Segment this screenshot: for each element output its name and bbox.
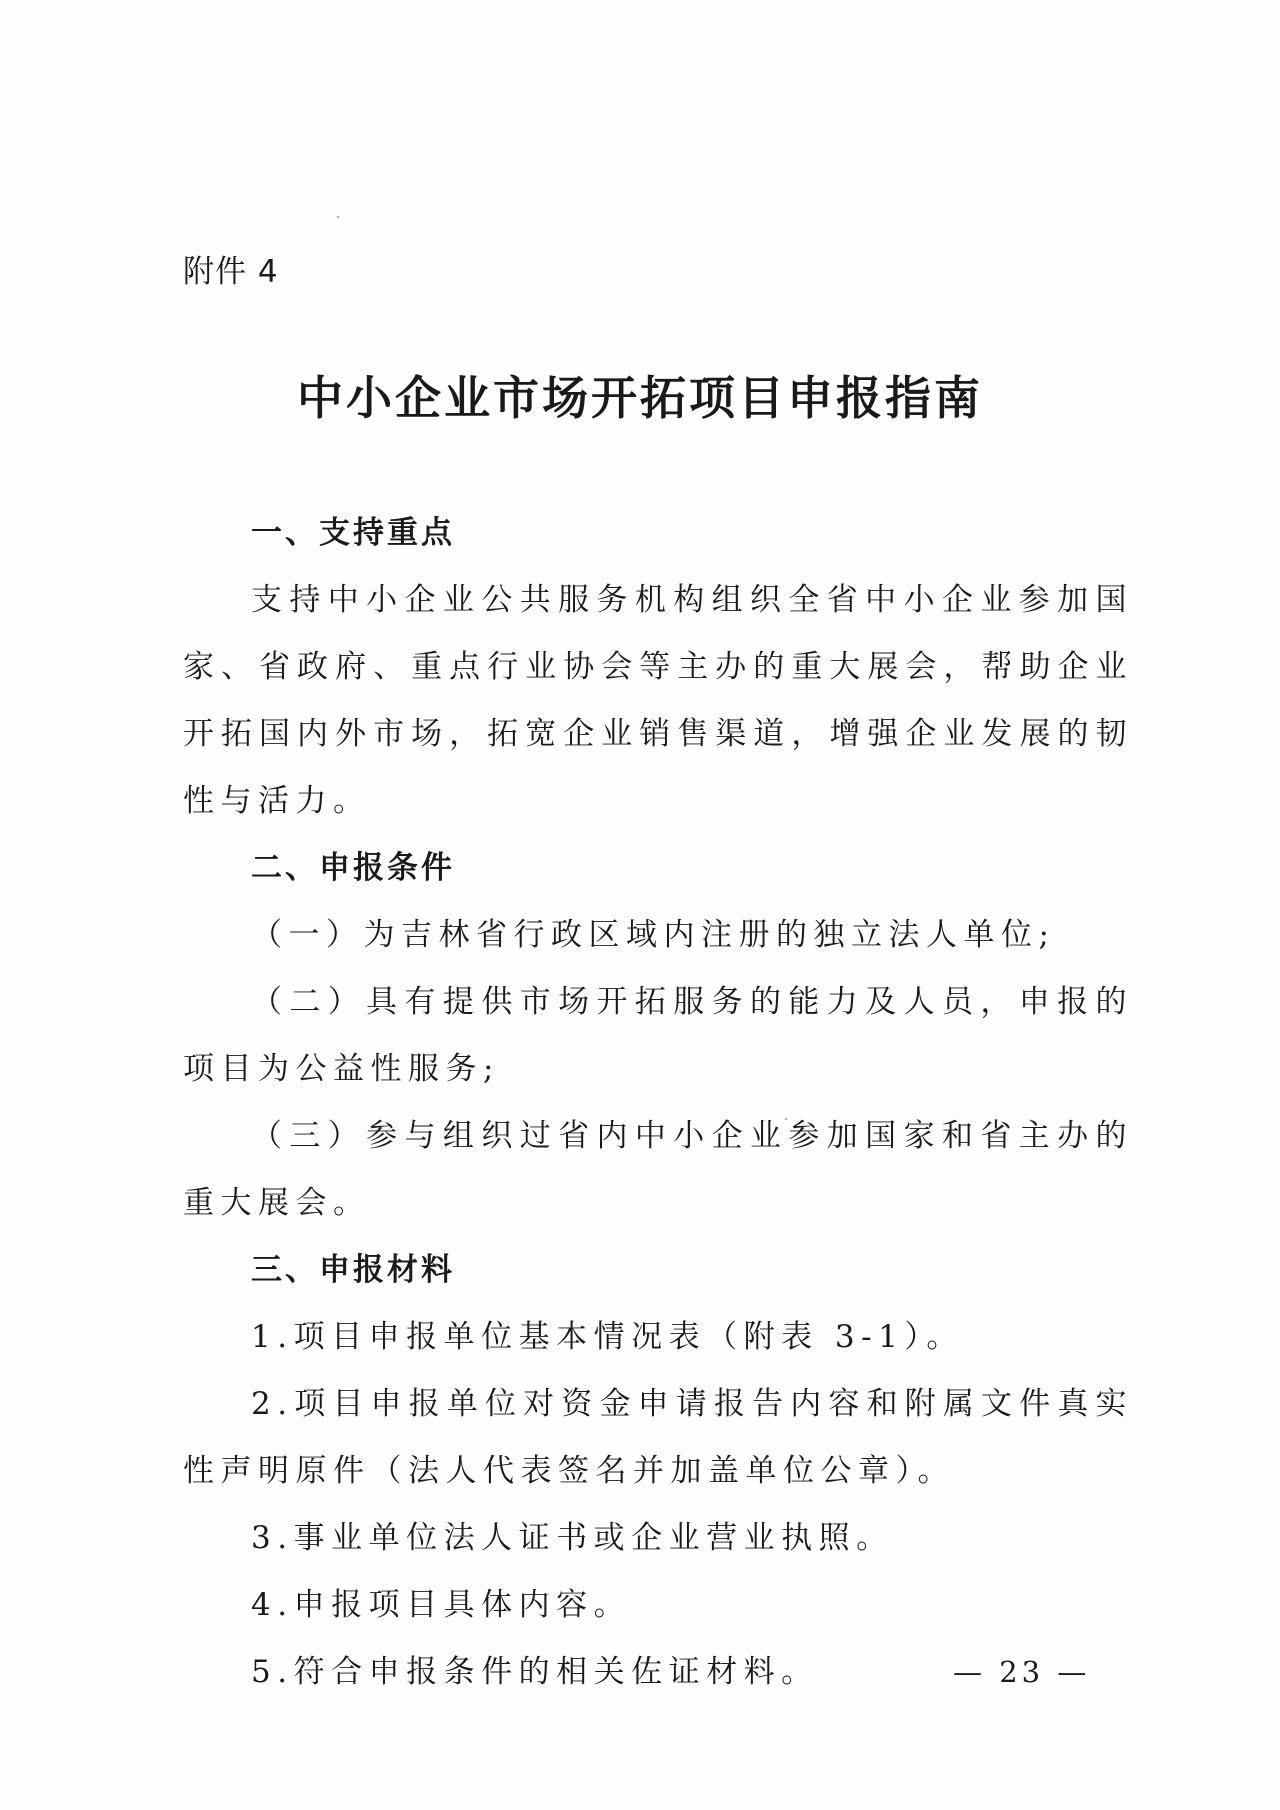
section-paragraph: 支持中小企业公共服务机构组织全省中小企业参加国家、省政府、重点行业协会等主办的重大展会，帮助企业开拓国内外市场，拓宽企业销售渠道，增强企业发展的韧性与活力。 bbox=[183, 582, 1133, 819]
section-heading-support-focus: 一、支持重点 bbox=[251, 515, 455, 551]
document-title: 中小企业市场开拓项目申报指南 bbox=[297, 371, 983, 425]
attachment-label: 附件 4 bbox=[183, 254, 279, 290]
scan-speck bbox=[337, 216, 339, 218]
section-paragraph: 1.项目申报单位基本情况表（附表 3-1）。 bbox=[251, 1319, 964, 1355]
section-paragraph: （二）具有提供市场开拓服务的能力及人员，申报的项目为公益性服务; bbox=[183, 984, 1133, 1087]
document-body bbox=[183, 500, 1133, 1706]
section-paragraph: 3.事业单位法人证书或企业营业执照。 bbox=[251, 1520, 894, 1556]
section-paragraph: 5.符合申报条件的相关佐证材料。 bbox=[251, 1654, 819, 1690]
section-paragraph: （一）为吉林省行政区域内注册的独立法人单位; bbox=[251, 917, 1056, 953]
page-number: — 23 — bbox=[953, 1655, 1091, 1689]
section-heading-materials: 三、申报材料 bbox=[251, 1252, 455, 1288]
section-heading-conditions: 二、申报条件 bbox=[251, 850, 455, 886]
section-paragraph: （三）参与组织过省内中小企业参加国家和省主办的重大展会。 bbox=[183, 1118, 1133, 1221]
section-paragraph: 4.申报项目具体内容。 bbox=[251, 1587, 632, 1623]
section-paragraph: 2.项目申报单位对资金申请报告内容和附属文件真实性声明原件（法人代表签名并加盖单位公章）。 bbox=[183, 1386, 1133, 1489]
